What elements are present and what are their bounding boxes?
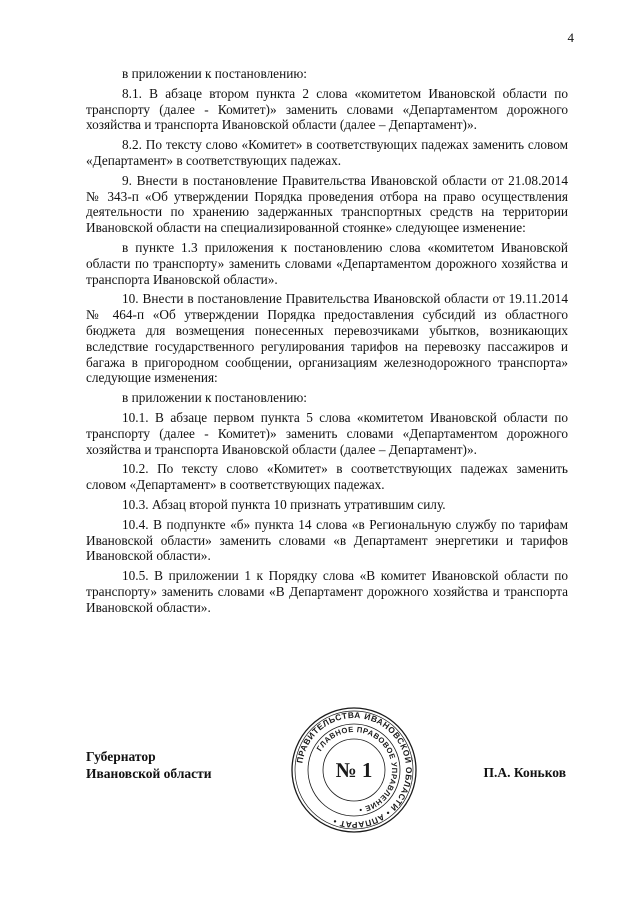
- official-seal: [290, 706, 418, 834]
- signatory-title-line1: Губернатор: [86, 749, 156, 764]
- paragraph: 10. Внести в постановление Правительства Ивановской области от 19.11.2014 № 464-п «Об утверждении Порядка предоставления субсидий из областного бюджета для возмещения понесенных перевозчиками убытков, возникающих вследствие государственного регулирования тарифов на перевозку пассажиров и багажа в пригородном сообщении, организациям железнодорожного транспорта» следующие изменения:: [86, 291, 568, 386]
- paragraph: 8.1. В абзаце втором пункта 2 слова «комитетом Ивановской области по транспорту (далее - Комитет)» заменить словами «Департаментом дорожного хозяйства и транспорта Ивановской области (далее – Департамент)».: [86, 85, 568, 133]
- paragraph: 10.2. По тексту слово «Комитет» в соответствующих падежах заменить словом «Департамент» в соответствующих падежах.: [86, 461, 568, 493]
- signatory-title: [86, 748, 212, 782]
- paragraph: 10.3. Абзац второй пункта 10 признать утратившим силу.: [122, 496, 446, 512]
- paragraph: 10.4. В подпункте «б» пункта 14 слова «в Региональную службу по тарифам Ивановской области» заменить словами «в Департамент энергетики и тарифов Ивановской области».: [86, 516, 568, 564]
- seal-number: № 1: [335, 758, 373, 782]
- signatory-name: П.А. Коньков: [483, 765, 566, 780]
- paragraph: 8.2. По тексту слово «Комитет» в соответствующих падежах заменить словом «Департамент» в соответствующих падежах.: [86, 137, 568, 168]
- signatory-title-line2: Ивановской области: [86, 766, 212, 781]
- page-number: 4: [567, 30, 574, 45]
- paragraph: в приложении к постановлению:: [122, 66, 307, 81]
- paragraph: 10.5. В приложении 1 к Порядку слова «В комитет Ивановской области по транспорту» заменить словами «В Департамент дорожного хозяйства и транспорта Ивановской области».: [86, 568, 568, 615]
- seal-outer-text: ПРАВИТЕЛЬСТВА ИВАНОВСКОЙ ОБЛАСТИ • АППАРАТ •: [294, 709, 415, 831]
- paragraph: 9. Внести в постановление Правительства Ивановской области от 21.08.2014 № 343-п «Об утверждении Порядка проведения отбора на право осуществления деятельности по хранению задержанных транспортных средств на территории Ивановской области на специализированной стоянке» следующее изменение:: [86, 172, 568, 236]
- paragraph: в пункте 1.3 приложения к постановлению слова «комитетом Ивановской области по транспорту» заменить словами «Департаментом дорожного хозяйства и транспорта Ивановской области».: [86, 239, 568, 287]
- document-body: [86, 66, 568, 620]
- paragraph: 10.1. В абзаце первом пункта 5 слова «комитетом Ивановской области по транспорту (далее - Комитет)» заменить словами «Департаментом дорожного хозяйства и транспорта Ивановской области (далее – Департамент)».: [86, 409, 568, 457]
- paragraph: в приложении к постановлению:: [122, 390, 307, 406]
- seal-inner-text: ГЛАВНОЕ ПРАВОВОЕ УПРАВЛЕНИЕ •: [314, 724, 400, 815]
